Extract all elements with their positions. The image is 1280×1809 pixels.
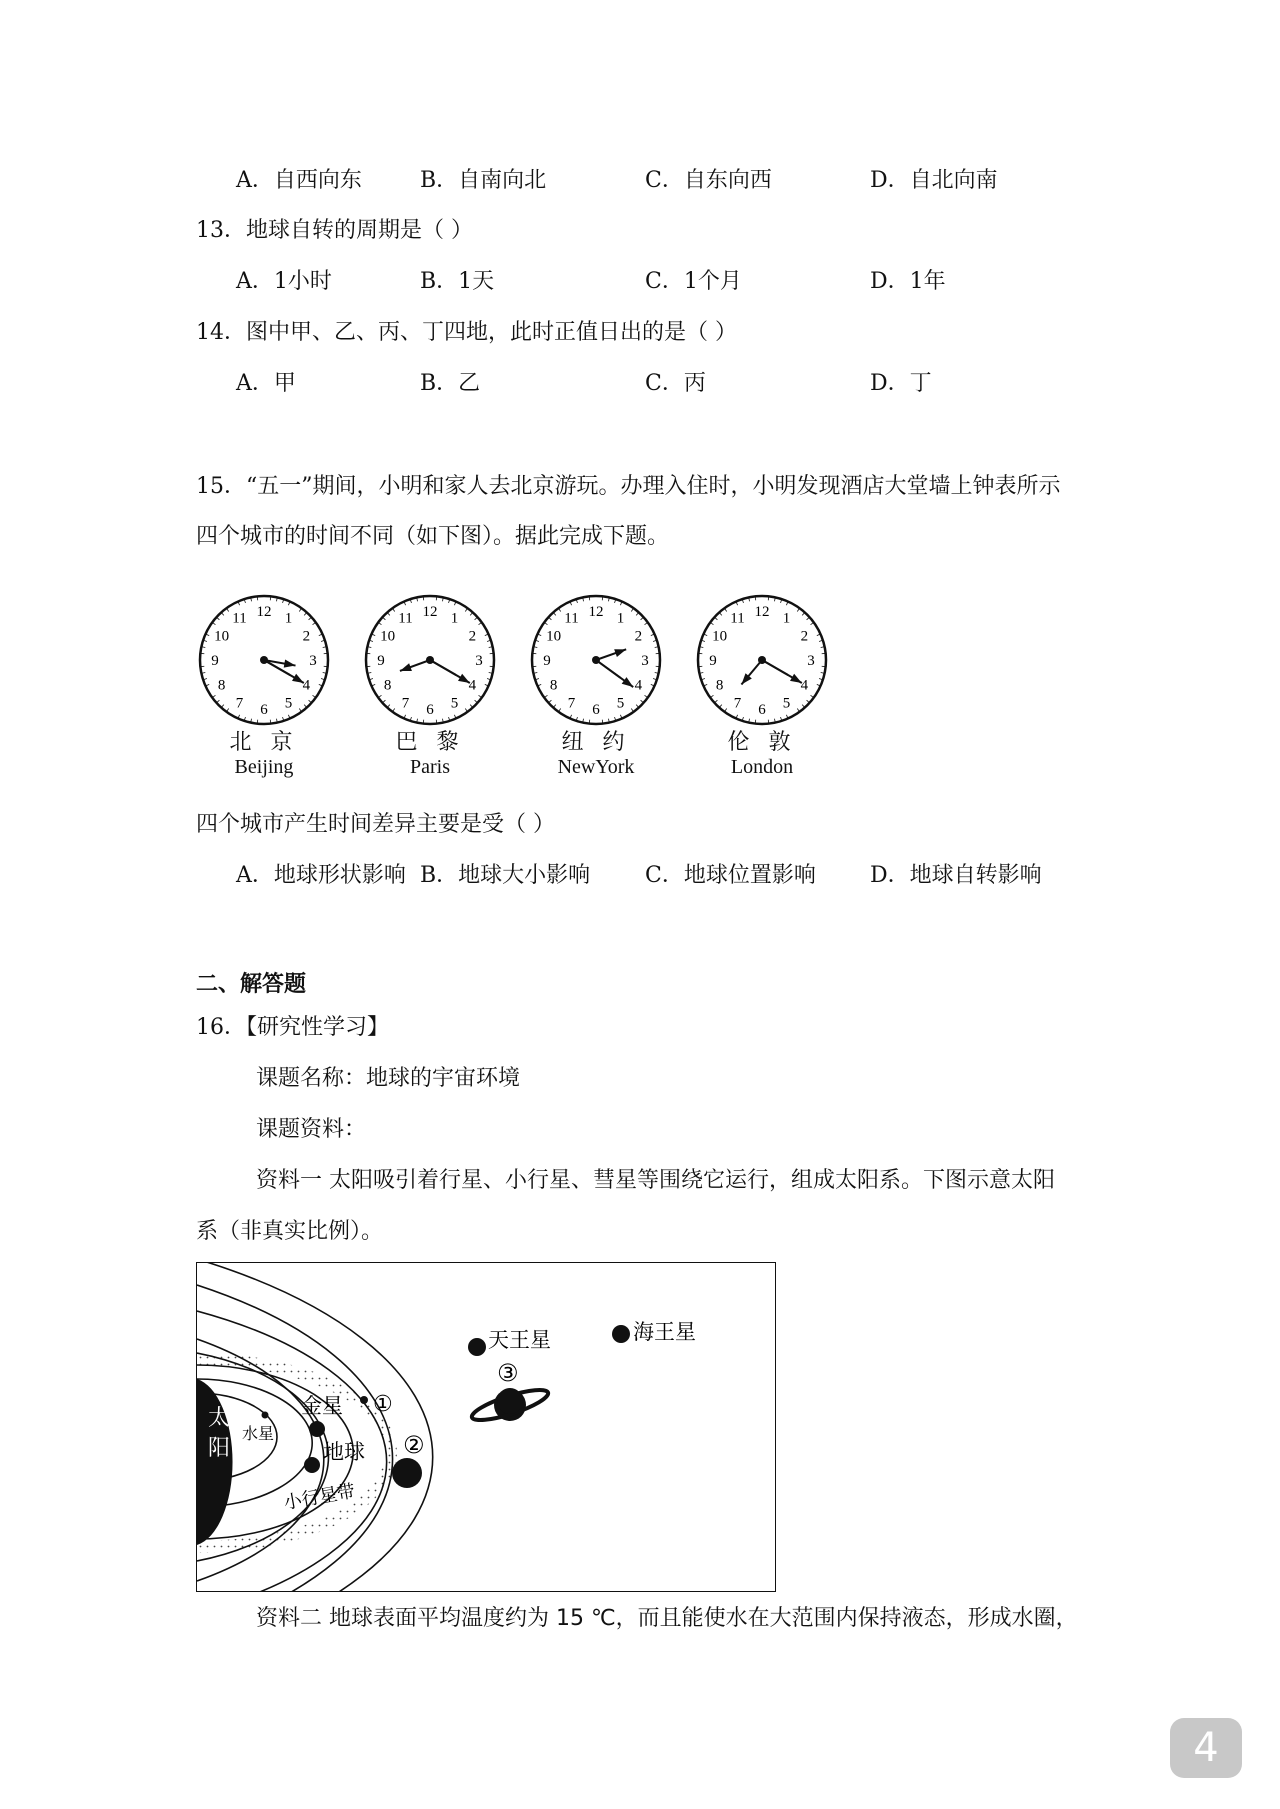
- clock-number: 7: [567, 695, 576, 712]
- clock-number: 8: [549, 677, 558, 694]
- clock-beijing: [194, 590, 334, 778]
- clock-number: 4: [468, 677, 477, 694]
- clock-center: [758, 656, 766, 664]
- clock-number: 4: [800, 677, 809, 694]
- clock-center: [592, 656, 600, 664]
- clock-city-cn: 纽 约: [561, 730, 631, 755]
- clock-center: [260, 656, 268, 664]
- clock-number: 1: [782, 610, 791, 627]
- clock-number: 9: [377, 653, 385, 669]
- earth-label: 地球: [323, 1440, 365, 1464]
- clock-city-cn: 巴 黎: [395, 730, 465, 755]
- q15-stem-line1: 15．“五一”期间，小明和家人去北京游玩。办理入住时，小明发现酒店大堂墙上钟表所示: [196, 474, 1061, 499]
- q15-option-a: A．地球形状影响: [236, 863, 406, 888]
- clock-number: 6: [426, 702, 434, 718]
- clock-number: 8: [217, 677, 226, 694]
- clock-number: 5: [782, 695, 791, 712]
- clock-paris: [360, 590, 500, 778]
- clock-number: 9: [709, 653, 717, 669]
- venus-label: 金星: [301, 1394, 343, 1418]
- solar-system-diagram: [196, 1262, 776, 1592]
- clock-number: 1: [616, 610, 625, 627]
- q15-option-c: C．地球位置影响: [645, 863, 816, 888]
- clock-number: 11: [730, 610, 745, 627]
- clock-number: 12: [422, 604, 438, 620]
- clock-number: 3: [475, 653, 483, 669]
- clock-city-cn: 北 京: [229, 730, 299, 755]
- marker-1-label: ①: [373, 1392, 393, 1417]
- clock-number: 6: [260, 702, 268, 718]
- clock-number: 3: [309, 653, 317, 669]
- clock-london: [692, 590, 832, 778]
- clock-number: 2: [800, 628, 809, 645]
- clock-number: 3: [807, 653, 815, 669]
- q16-head: 16．【研究性学习】: [196, 1015, 389, 1040]
- page-number-badge: 4: [1170, 1718, 1242, 1778]
- q15-option-b: B．地球大小影响: [420, 863, 591, 888]
- clock-number: 12: [754, 604, 770, 620]
- clock-number: 2: [468, 628, 477, 645]
- neptune-dot: [612, 1325, 630, 1343]
- clock-face: [194, 590, 334, 730]
- clock-number: 6: [758, 702, 766, 718]
- clock-number: 7: [235, 695, 244, 712]
- clock-number: 10: [214, 628, 230, 645]
- material1-line1: 资料一 太阳吸引着行星、小行星、彗星等围绕它运行，组成太阳系。下图示意太阳: [256, 1168, 1055, 1193]
- q12-option-a: A．自西向东: [236, 168, 362, 193]
- clock-number: 9: [211, 653, 219, 669]
- q13-stem: 13．地球自转的周期是（ ）: [196, 218, 473, 243]
- clock-city-en: NewYork: [557, 756, 635, 778]
- q12-option-d: D．自北向南: [870, 168, 998, 193]
- sun-label-top: 太: [207, 1406, 231, 1431]
- clock-number: 11: [232, 610, 247, 627]
- clock-number: 5: [284, 695, 293, 712]
- clock-number: 4: [302, 677, 311, 694]
- clock-number: 5: [616, 695, 625, 712]
- clock-newyork: [526, 590, 666, 778]
- q13-option-b: B．1天: [420, 269, 495, 294]
- uranus-dot: [468, 1338, 486, 1356]
- clock-number: 3: [641, 653, 649, 669]
- clock-number: 7: [401, 695, 410, 712]
- q13-option-a: A．1小时: [236, 269, 332, 294]
- clock-number: 12: [256, 604, 272, 620]
- q12-option-c: C．自东向西: [645, 168, 772, 193]
- clock-city-en: Beijing: [234, 756, 294, 778]
- clock-number: 1: [284, 610, 293, 627]
- clock-number: 12: [588, 604, 604, 620]
- material2-line: 资料二 地球表面平均温度约为 15 ℃，而且能使水在大范围内保持液态，形成水圈，: [256, 1606, 1078, 1631]
- q15-question: 四个城市产生时间差异主要是受（ ）: [196, 812, 555, 837]
- marker-3-label: ③: [497, 1359, 519, 1387]
- q14-stem: 14．图中甲、乙、丙、丁四地，此时正值日出的是（ ）: [196, 320, 737, 345]
- clock-number: 8: [383, 677, 392, 694]
- uranus-label: 天王星: [488, 1328, 551, 1352]
- clock-number: 11: [564, 610, 579, 627]
- material1-line2: 系（非真实比例）。: [196, 1219, 384, 1244]
- clock-city-en: Paris: [410, 756, 450, 778]
- clock-number: 10: [380, 628, 396, 645]
- clock-number: 10: [712, 628, 728, 645]
- topic-name: 课题名称：地球的宇宙环境: [256, 1066, 521, 1091]
- q13-option-c: C．1个月: [645, 269, 742, 294]
- q13-option-d: D．1年: [870, 269, 946, 294]
- planet-2-dot: [392, 1458, 422, 1488]
- solar-system-figure: [197, 1263, 775, 1591]
- clock-number: 5: [450, 695, 459, 712]
- q15-option-d: D．地球自转影响: [870, 863, 1042, 888]
- clock-number: 6: [592, 702, 600, 718]
- saturn-planet: [469, 1384, 551, 1426]
- section-title: 二、解答题: [196, 972, 307, 997]
- clock-number: 4: [634, 677, 643, 694]
- clock-city-en: London: [730, 756, 794, 778]
- sun-shape: [197, 1379, 233, 1545]
- clock-number: 1: [450, 610, 459, 627]
- mercury-label: 水星: [242, 1424, 275, 1443]
- planet-1-dot: [360, 1396, 368, 1404]
- clock-number: 2: [634, 628, 643, 645]
- sun-label-bottom: 阳: [207, 1436, 231, 1461]
- q14-option-b: B．乙: [420, 371, 481, 396]
- asteroid-belt-label: 小行星带: [282, 1480, 357, 1514]
- clock-number: 8: [715, 677, 724, 694]
- clock-face: [526, 590, 666, 730]
- earth-dot: [304, 1457, 320, 1473]
- q14-option-c: C．丙: [645, 371, 706, 396]
- clock-face: [360, 590, 500, 730]
- venus-dot: [309, 1421, 325, 1437]
- clock-number: 11: [398, 610, 413, 627]
- q12-option-b: B．自南向北: [420, 168, 547, 193]
- clock-number: 7: [733, 695, 742, 712]
- q14-option-d: D．丁: [870, 371, 932, 396]
- clock-city-cn: 伦 敦: [727, 730, 797, 755]
- materials-label: 课题资料：: [256, 1117, 367, 1142]
- clock-number: 9: [543, 653, 551, 669]
- clock-number: 2: [302, 628, 311, 645]
- mercury-dot: [262, 1412, 269, 1419]
- clock-face: [692, 590, 832, 730]
- q15-stem-line2: 四个城市的时间不同（如下图）。据此完成下题。: [196, 524, 670, 549]
- neptune-label: 海王星: [633, 1320, 696, 1344]
- clock-number: 10: [546, 628, 562, 645]
- q14-option-a: A．甲: [236, 371, 296, 396]
- clock-center: [426, 656, 434, 664]
- marker-2-label: ②: [403, 1431, 425, 1459]
